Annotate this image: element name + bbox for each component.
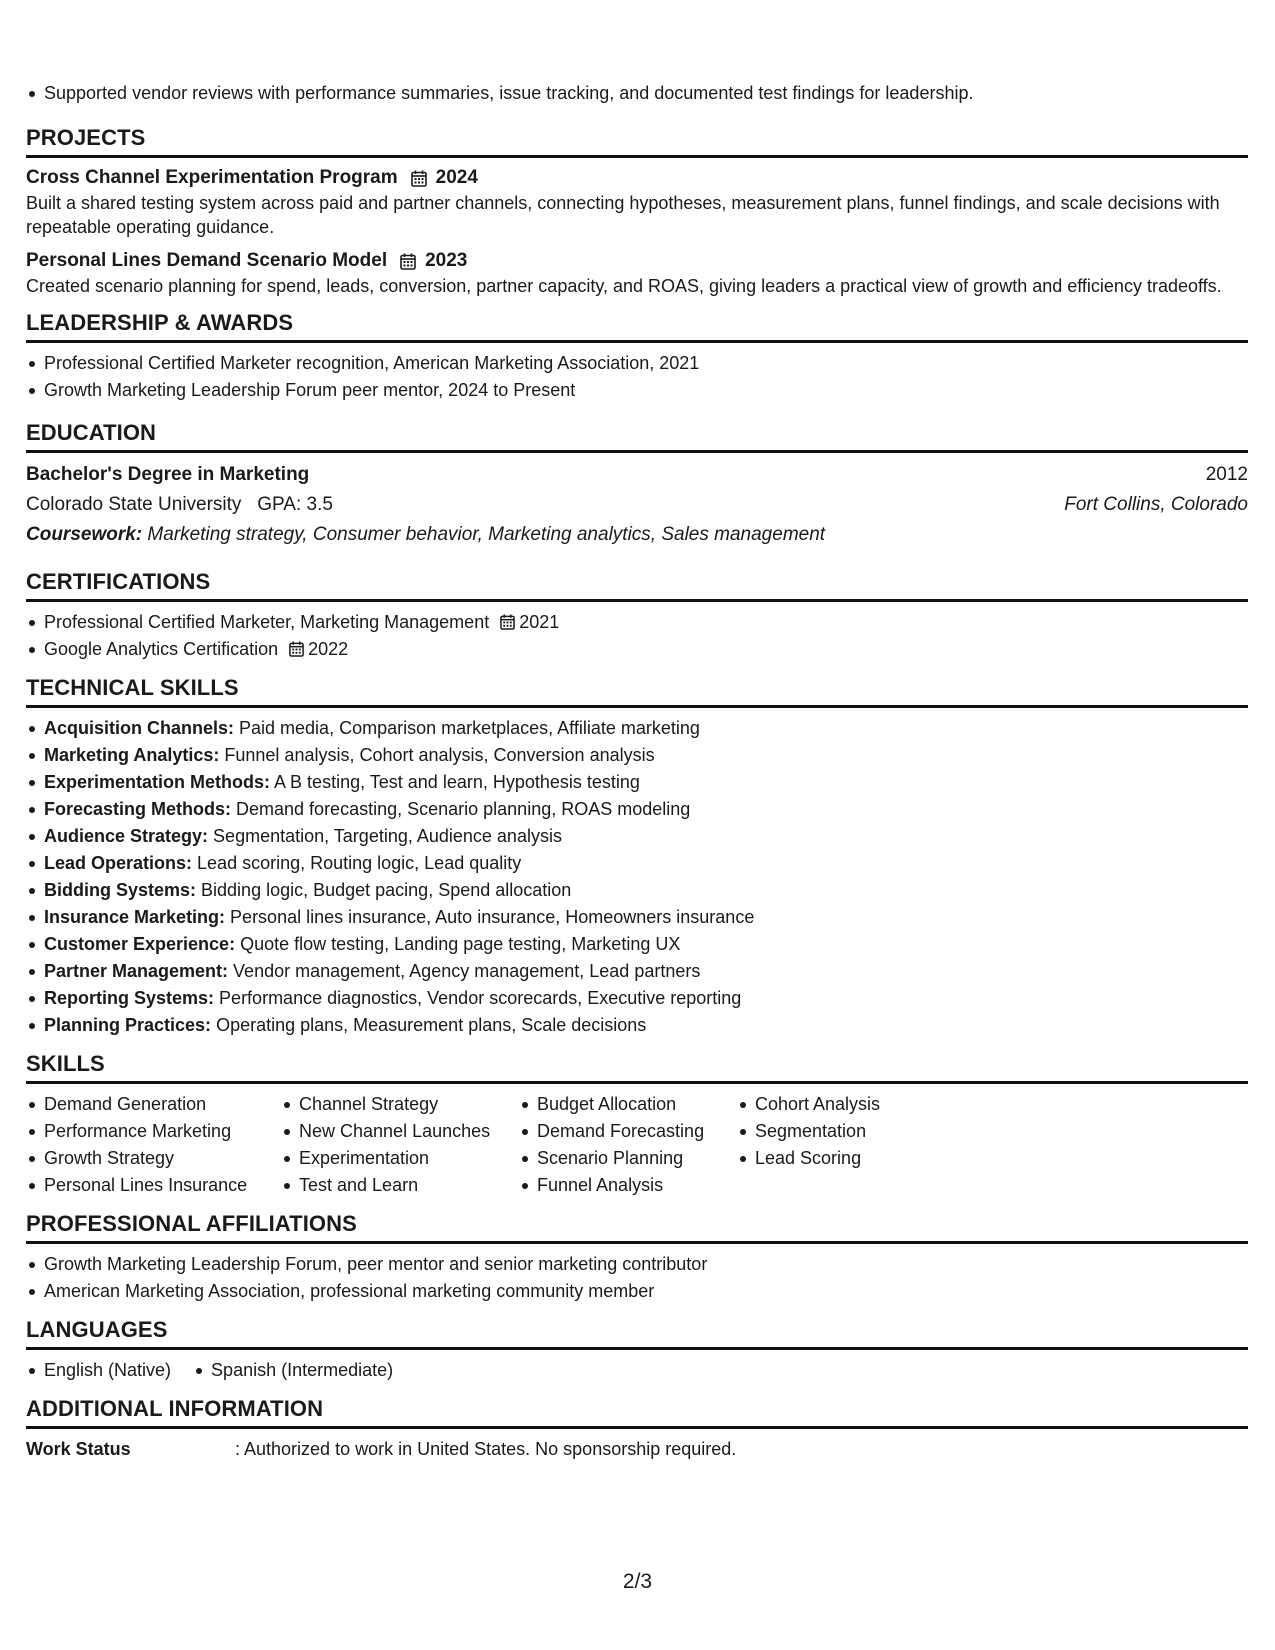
skill-item: Scenario Planning <box>519 1145 717 1172</box>
skill-item: Growth Strategy <box>26 1145 261 1172</box>
technical-skill-item <box>26 985 1248 1012</box>
calendar-icon <box>289 641 304 657</box>
technical-skill-item <box>26 958 1248 985</box>
school-location: Fort Collins, Colorado <box>1064 494 1248 515</box>
skills-section <box>26 1050 1248 1199</box>
technical-skill-item <box>26 715 1248 742</box>
technical-skill-item <box>26 769 1248 796</box>
skill-category: Forecasting Methods: <box>44 799 232 819</box>
skills-grid <box>26 1091 1248 1199</box>
skill-category: Audience Strategy: <box>44 826 209 846</box>
certification-item <box>26 636 1248 663</box>
languages-heading: LANGUAGES <box>26 1316 1248 1350</box>
project-description: Built a shared testing system across paid and partner channels, connecting hypotheses, measurement plans, funnel findings, and scale decisions with repeatable operating guidance. <box>26 193 1220 237</box>
skill-values: Vendor management, Agency management, Lead partners <box>228 961 701 981</box>
project-item <box>26 165 1248 239</box>
technical-skill-item <box>26 1012 1248 1039</box>
language-item: Spanish (Intermediate) <box>193 1357 393 1384</box>
skill-category: Planning Practices: <box>44 1015 212 1035</box>
skill-item: Performance Marketing <box>26 1118 261 1145</box>
work-status-label: Work Status <box>26 1439 131 1459</box>
affiliations-section <box>26 1210 1248 1305</box>
languages-section <box>26 1316 1248 1384</box>
experience-bullets <box>26 80 1248 107</box>
list-item: Professional Certified Marketer recognition, American Marketing Association, 2021 <box>26 350 1248 377</box>
project-title: Personal Lines Demand Scenario Model <box>26 250 388 271</box>
technical-skill-item <box>26 742 1248 769</box>
skill-category: Bidding Systems: <box>44 880 197 900</box>
technical-skills-section <box>26 674 1248 1039</box>
project-year: 2023 <box>425 250 468 271</box>
certification-year: 2022 <box>308 639 349 659</box>
work-status-row <box>26 1436 1248 1462</box>
technical-skills-heading: TECHNICAL SKILLS <box>26 674 1248 708</box>
skill-category: Customer Experience: <box>44 934 236 954</box>
certification-item <box>26 609 1248 636</box>
project-title: Cross Channel Experimentation Program <box>26 167 398 188</box>
skill-item: Lead Scoring <box>737 1145 880 1172</box>
leadership-heading: LEADERSHIP & AWARDS <box>26 309 1248 343</box>
skill-values: Funnel analysis, Cohort analysis, Conversion analysis <box>219 745 655 765</box>
experience-bullet: Supported vendor reviews with performance summaries, issue tracking, and documented test findings for leadership. <box>26 80 1248 107</box>
language-item: English (Native) <box>26 1357 171 1384</box>
project-item <box>26 248 1248 298</box>
skill-category: Lead Operations: <box>44 853 193 873</box>
skill-values: Segmentation, Targeting, Audience analysis <box>208 826 562 846</box>
technical-skill-item <box>26 796 1248 823</box>
skill-item: Budget Allocation <box>519 1091 717 1118</box>
skill-item: Test and Learn <box>281 1172 499 1199</box>
projects-heading: PROJECTS <box>26 124 1248 158</box>
skills-column <box>26 1091 261 1199</box>
certifications-heading: CERTIFICATIONS <box>26 568 1248 602</box>
skill-category: Acquisition Channels: <box>44 718 235 738</box>
skill-values: Paid media, Comparison marketplaces, Affiliate marketing <box>234 718 700 738</box>
skill-item: Demand Generation <box>26 1091 261 1118</box>
skills-column <box>519 1091 717 1199</box>
skills-heading: SKILLS <box>26 1050 1248 1084</box>
skill-item: Experimentation <box>281 1145 499 1172</box>
coursework-label: Coursework: <box>26 524 143 545</box>
coursework-list: Marketing strategy, Consumer behavior, Marketing analytics, Sales management <box>142 524 826 545</box>
project-year: 2024 <box>435 167 478 188</box>
skill-category: Insurance Marketing: <box>44 907 226 927</box>
certification-year: 2021 <box>519 612 560 632</box>
skill-item: Funnel Analysis <box>519 1172 717 1199</box>
skill-values: Quote flow testing, Landing page testing, Marketing UX <box>235 934 681 954</box>
list-item: Growth Marketing Leadership Forum peer mentor, 2024 to Present <box>26 377 1248 404</box>
school-gpa: Colorado State University GPA: 3.5 <box>26 494 333 515</box>
technical-skill-item <box>26 823 1248 850</box>
skill-values: Demand forecasting, Scenario planning, ROAS modeling <box>231 799 691 819</box>
education-section <box>26 419 1248 550</box>
education-heading: EDUCATION <box>26 419 1248 453</box>
calendar-icon <box>500 614 515 630</box>
skill-values: A B testing, Test and learn, Hypothesis testing <box>270 772 640 792</box>
skill-values: Bidding logic, Budget pacing, Spend allocation <box>196 880 572 900</box>
affiliation-item: American Marketing Association, professional marketing community member <box>26 1278 1248 1305</box>
affiliations-heading: PROFESSIONAL AFFILIATIONS <box>26 1210 1248 1244</box>
skills-column <box>737 1091 880 1199</box>
additional-info-section <box>26 1395 1248 1462</box>
leadership-section <box>26 309 1248 404</box>
certifications-section <box>26 568 1248 663</box>
page-number: 2/3 <box>622 1570 653 1593</box>
skill-values: Operating plans, Measurement plans, Scale decisions <box>211 1015 647 1035</box>
skill-category: Experimentation Methods: <box>44 772 271 792</box>
skill-values: Performance diagnostics, Vendor scorecards, Executive reporting <box>214 988 742 1008</box>
technical-skill-item <box>26 904 1248 931</box>
skill-item: Personal Lines Insurance <box>26 1172 261 1199</box>
skill-item: Channel Strategy <box>281 1091 499 1118</box>
coursework <box>26 520 1248 550</box>
calendar-icon <box>400 253 416 270</box>
technical-skill-item <box>26 850 1248 877</box>
calendar-icon <box>411 170 427 187</box>
skill-item: Cohort Analysis <box>737 1091 880 1118</box>
skill-values: Personal lines insurance, Auto insurance, Homeowners insurance <box>225 907 755 927</box>
additional-info-heading: ADDITIONAL INFORMATION <box>26 1395 1248 1429</box>
degree: Bachelor's Degree in Marketing <box>26 464 310 485</box>
resume-page <box>26 80 1248 1462</box>
skill-item: New Channel Launches <box>281 1118 499 1145</box>
work-status-value: : Authorized to work in United States. No sponsorship required. <box>235 1439 737 1459</box>
skills-column <box>281 1091 499 1199</box>
project-description: Created scenario planning for spend, leads, conversion, partner capacity, and ROAS, giving leaders a practical view of growth and efficiency tradeoffs. <box>26 276 1222 296</box>
skill-category: Reporting Systems: <box>44 988 215 1008</box>
technical-skill-item <box>26 877 1248 904</box>
skill-item: Segmentation <box>737 1118 880 1145</box>
graduation-year: 2012 <box>1205 464 1248 485</box>
skill-values: Lead scoring, Routing logic, Lead quality <box>192 853 522 873</box>
skill-category: Marketing Analytics: <box>44 745 220 765</box>
affiliation-item: Growth Marketing Leadership Forum, peer mentor and senior marketing contributor <box>26 1251 1248 1278</box>
technical-skill-item <box>26 931 1248 958</box>
certification-name: Professional Certified Marketer, Marketing Management <box>44 612 490 632</box>
projects-section <box>26 124 1248 298</box>
skill-category: Partner Management: <box>44 961 229 981</box>
skill-item: Demand Forecasting <box>519 1118 717 1145</box>
certification-name: Google Analytics Certification <box>44 639 279 659</box>
